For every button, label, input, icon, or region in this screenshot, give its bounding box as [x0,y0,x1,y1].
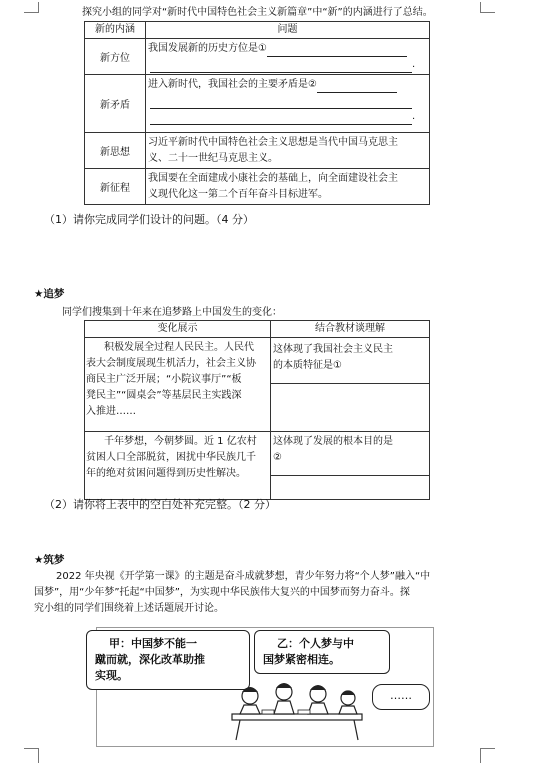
crop-mark [480,2,495,13]
crop-mark [24,2,39,13]
bubble-line: 实现。 [95,669,128,682]
answer-blank[interactable] [150,112,412,125]
change-table [84,320,430,500]
answer-blank[interactable] [150,96,412,109]
speech-bubble-dots: …… [372,684,430,710]
paragraph [34,569,504,617]
cell-text: 我国发展新的历史方位是① [148,43,267,54]
meaning-table [84,21,430,205]
table-cell: 进入新时代，我国社会的主要矛盾是② . [146,75,430,133]
table-cell [271,432,430,476]
answer-blank[interactable] [150,60,412,73]
cell-text: 贫困人口全部脱贫，困扰中华民族几千 [86,452,256,463]
speech-bubble-yi [254,630,390,674]
table-cell [85,338,271,432]
row-label: 新方位 [85,39,146,75]
cell-text: 习近平新时代中国特色社会主义思想是当代中国马克思主 [148,137,398,148]
cell-text: 千年梦想，今朝梦圆。近 1 亿农村 [104,436,257,447]
cell-text: 进入新时代，我国社会的主要矛盾是② [148,79,317,90]
question-2: （2）请你将上表中的空白处补充完整。（2 分） [44,498,276,511]
answer-blank[interactable] [317,80,397,93]
bubble-line: 甲：中国梦不能一 [109,637,197,650]
intro-text: 探究小组的同学对“新时代中国特色社会主义新篇章”中“新”的内涵进行了总结。 [82,7,433,18]
cell-text: 积极发展全过程人民民主。人民代 [104,342,254,353]
section-title-zhumeng: ★筑梦 [34,554,65,566]
bubble-line: 蹴而就，深化改革助推 [95,653,205,666]
row-label: 新思想 [85,133,146,169]
bubble-line: 国梦紧密相连。 [263,653,340,666]
cell-text: 我国要在全面建成小康社会的基础上，向全面建设社会主 [148,173,398,184]
answer-cell[interactable] [271,476,430,500]
cell-text: 这体现了发展的根本目的是 [273,436,393,447]
table-cell [85,432,271,500]
cell-text: 义现代化这一第二个百年奋斗目标进军。 [148,189,328,200]
table-header: 结合教材谈理解 [271,321,430,338]
bubble-line: 乙：个人梦与中 [277,637,354,650]
table-cell [146,133,430,169]
table-cell: 我国发展新的历史方位是① . [146,39,430,75]
question-1: （1）请你完成同学们设计的问题。（4 分） [44,213,254,226]
cell-text: 表大会制度展现生机活力，社会主义协 [86,358,256,369]
answer-blank[interactable] [267,44,407,57]
cell-text: 年的绝对贫困问题得到历史性解决。 [86,468,246,479]
paragraph-line: 国梦”，用“少年梦”托起“中国梦”，为实现中华民族伟大复兴的中国梦而努力奋斗。探 [34,587,410,598]
crop-mark [480,748,495,763]
crop-mark [24,748,39,763]
paragraph-line: 究小组的同学们围绕着上述话题展开讨论。 [34,603,224,614]
section-title-zhuimeng: ★追梦 [34,288,65,300]
cell-text: 的本质特征是① [273,360,342,371]
table-cell [146,169,430,205]
answer-cell[interactable] [271,384,430,432]
table-cell [271,338,430,384]
cell-text: 凳民主”“圆桌会”等基层民主实践深 [86,390,242,401]
cell-text: 商民主广泛开展；“小院议事厅”“板 [86,374,242,385]
table-header: 变化展示 [85,321,271,338]
cell-text: 这体现了我国社会主义民主 [273,344,393,355]
row-label: 新矛盾 [85,75,146,133]
row-label: 新征程 [85,169,146,205]
cell-text: ② [273,452,282,463]
table-header: 新的内涵 [85,22,146,39]
cell-text: 入推进…… [86,406,136,417]
table-header: 问题 [146,22,430,39]
section-intro: 同学们搜集到十年来在追梦路上中国发生的变化： [62,307,282,318]
paragraph-line: 2022 年央视《开学第一课》的主题是奋斗成就梦想，青少年努力将“个人梦”融入“中 [56,571,431,582]
students-illustration [222,678,372,744]
cell-text: 义、二十一世纪马克思主义。 [148,153,278,164]
